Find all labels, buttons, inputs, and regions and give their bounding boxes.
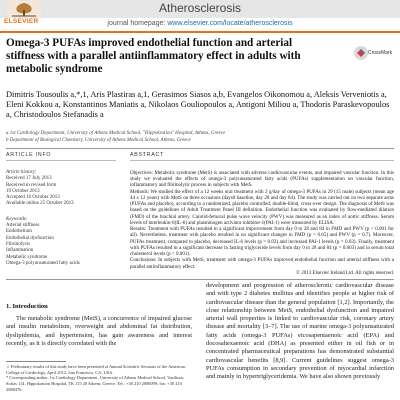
abstract-conclusions: Conclusions: In subjects with MetS, treatment with omega-3 PUFAs improved endothelial function and arterial stiffness with a parallel antiinflammatory effect. [130,257,394,270]
article-info [6,170,116,267]
keyword: Endothelium [6,229,32,235]
publisher-name: ELSEVIER [4,18,39,25]
affiliation: b Department of Biological Chemistry, University of Athens Medical School, Athens, Greece [6,137,191,143]
keyword: Metabolic syndrome [6,254,48,260]
abstract-heading: ABSTRACT [130,152,165,158]
section-divider [6,148,394,149]
journal-name: Atherosclerosis [158,1,242,15]
abstract-methods: Methods: We studied the effect of a 12 weeks oral treatment with 2 g/day of omega-3 PUFAs in 29 (15 male) subjects (mean age 44 ± 12 years) with MetS on three occasions (days0 baseline, day 28 and day 84). The study was carried out on two separate arms (PUFAs and placebo), according to a randomized, placebo controlled, double-blind, cross-over design. The diagnosis of MetS was based on the guidelines of Adult Treatment Panel III definition. Endothelial function was evaluated by flow-mediated dilation (FMD) of the brachial artery. Carotid-femoral pulse wave velocity (PWV) was measured as an index of aortic stiffness. Serum levels of interleukin-6(IL-6) and plasminogen activator inhibitor-1(PAI-1) were measured by ELISA. [130,188,394,226]
abstract-results: Results: Treatment with PUFAs resulted in a significant improvement from day 0 to 28 and 84 in FMD and PWV (p < 0.001 for all). Nevertheless, treatment with placebo resulted in no significant changes in FMD (p = 0.65) and PWV (p = 0.7). Moreover, PUFAs treatment, compared to placebo, decreased IL-6 levels (p = 0.03) and increased PAI-1 levels (p = 0.03). Finally, treatment with PUFAs resulted in a significant decrease in fasting triglyceride levels from day 0 to 28 and 84 (p = 0.003) and in serum total cholesterol levels (p < 0.001). [130,226,394,258]
header-divider [0,31,400,33]
journal-header [0,0,400,32]
body-right-column: development and progression of atherosclerotic cardiovascular disease and with type 2 diabetes mellitus and identifies people at higher risk of cardiovascular disease than the general population [1,2]. Importantly, the close relationship between MetS, endothelial dysfunction and impaired arterial wall properties is linked to cardiovascular risk, coronary artery disease and mortality [3–7]. The use of marine omega-3 polyunsaturated fatty acids (omega-3 PUFAs) eicosapentaenoic acid (EPA) and docosahexaenoic acid (DHA) as presented either in oil fish or in concentrated pharmaceutical preparations has demonstrated substantial cardiovascular benefits [8,9]. Current guidelines suggest omega-3 PUFAs consumption in secondary prevention of myocardial infarction and mainly in hypertriglyceridemia. We have also shown previously [206,282,394,381]
history-label: Article history: [6,170,37,175]
footnote: * Corresponding author. 1st Cardiology Department, University of Athens Medical School, Vasilissis Sofias 114, Hippokration Hospital, TK 115 28 Athens, Greece. Tel.: +30 210 2088099; fax: +30 210 2088476. [6,375,184,392]
article-title: Omega-3 PUFAs improved endothelial function and arterial stiffness with a parallel antiinflammatory effect in adults with metabolic syndrome [6,37,301,75]
keyword: Inflammation [6,248,34,254]
homepage-link[interactable]: www.elsevier.com/locate/atherosclerosis [167,20,293,27]
info-divider [6,160,116,161]
abstract-objectives: Objectives: Metabolic syndrome (MetS) is associated with adverse cardiovascular events, and impaired vascular function. In this study we evaluated the effects of omega-3 polyunsaturated fatty acids (PUFAs) supplementation on vascular function, inflammatory and fibrinolytic process in subjects with MetS. [130,170,394,189]
article-info-heading: ARTICLE INFO [6,152,52,158]
keyword: Omega-3 polyunsaturated fatty acids [6,260,80,266]
footnote: ☆ Preliminary results of this study have been presented at Annual Scientific Sessions of the American College of Cardiology, April 2012, San Francisco, CA, USA. [6,364,186,375]
keyword: Endothelial dysfunction [6,235,54,241]
section-divider [6,279,394,280]
abstract-divider [130,160,394,161]
author-list: Dimitris Tousoulis a,*,1, Aris Plastiras a,1, Gerasimos Siasos a,b, Evangelos Oikonomou a, Aleksis Verveniotis a, Eleni Kokkou a, Konstantinos Maniatis a, Nikolaos Gouliopoulos a, Antigoni Miliou a, Thodoris Paraskevopoulos a, Christodoulos Stefanadis a [6,90,390,120]
footnote-divider [6,361,66,362]
history-item: Available online 25 October 2013 [6,201,74,207]
introduction-paragraph: The metabolic syndrome (MetS), a concurrence of impaired glucose and insulin metabolism, overweight and abdominal fat distribution, dyslipidemia, and hypertension, has gain awareness and interest recently, as it is directly correlated with the [6,315,192,347]
homepage-prefix: journal homepage: [107,20,168,27]
affiliation: a 1st Cardiology Department, University of Athens Medical School, "Hippokration" Hospital, Athens, Greece [6,131,226,136]
copyright-notice: © 2013 Elsevier Ireland Ltd. All rights reserved. [296,270,394,276]
history-item: Accepted 16 October 2013 [6,195,60,201]
keyword: Arterial stiffness [6,223,40,229]
keywords-label: Keywords: [6,216,28,222]
footnotes [6,364,192,393]
crossmark-label: CrossMark [368,50,393,56]
history-item: Received 17 July 2013 [6,176,52,182]
history-item: Received in revised form [6,182,57,188]
abstract-text [130,170,394,276]
keyword: Fibrinolysis [6,241,30,247]
introduction-heading: 1. Introduction [6,303,48,310]
history-item: 19 October 2013 [6,188,40,194]
journal-homepage [90,20,310,27]
